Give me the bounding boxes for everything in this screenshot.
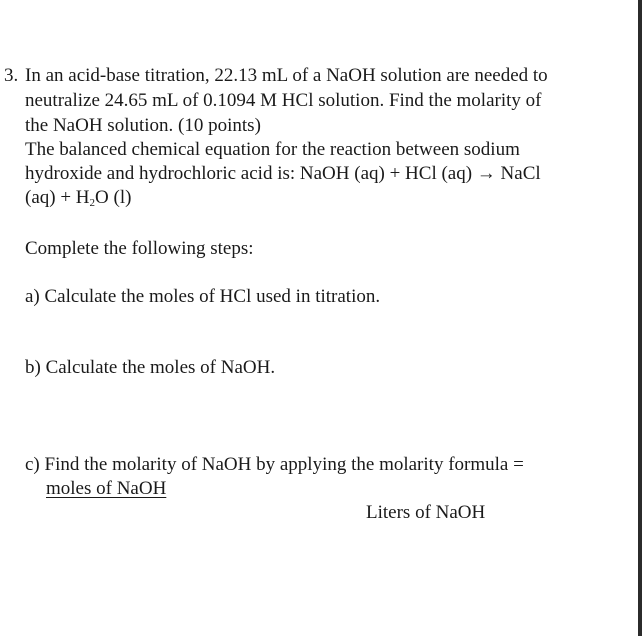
question-line-3: the NaOH solution. (10 points) — [25, 115, 261, 136]
water-subscript: 2 — [89, 197, 96, 209]
step-c: c) Find the molarity of NaOH by applying the molarity formula = — [25, 454, 524, 475]
equation-intro-line: The balanced chemical equation for the reaction between sodium — [25, 139, 520, 160]
step-a: a) Calculate the moles of HCl used in titration. — [25, 286, 381, 307]
equation-line: hydroxide and hydrochloric acid is: NaOH (aq) + HCl (aq) → NaCl — [25, 163, 541, 184]
step-b: b) Calculate the moles of NaOH. — [25, 357, 276, 378]
products-before-subscript: (aq) + H — [25, 187, 90, 208]
steps-intro: Complete the following steps: — [25, 238, 254, 259]
products-after-subscript: O (l) — [95, 187, 132, 208]
equation-products-line — [25, 186, 131, 215]
formula-numerator: moles of NaOH — [46, 478, 167, 499]
formula-denominator: Liters of NaOH — [366, 502, 486, 523]
page-right-border — [638, 0, 642, 636]
question-line-1: In an acid-base titration, 22.13 mL of a NaOH solution are needed to — [25, 65, 548, 86]
question-line-2: neutralize 24.65 mL of 0.1094 M HCl solution. Find the molarity of — [25, 90, 542, 111]
question-number: 3. — [4, 65, 19, 86]
